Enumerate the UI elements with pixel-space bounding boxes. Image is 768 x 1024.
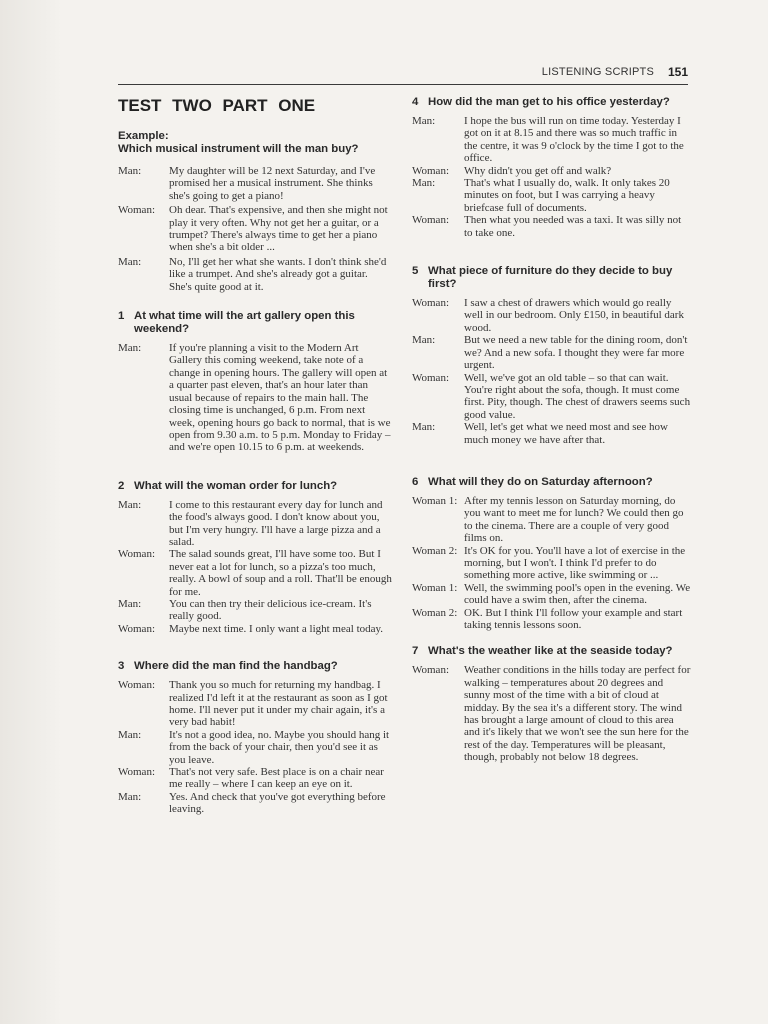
dialogue-line <box>118 766 392 791</box>
question-heading <box>412 645 692 658</box>
page-margin <box>0 0 62 1024</box>
dialogue-line <box>118 342 392 454</box>
dialogue-text: Thank you so much for returning my handbag. I realized I'd left it at the restaurant as soon as I got home. I'll never put it under my chair again, it's a very bad habit! <box>169 679 388 729</box>
dialogue-text: It's not a good idea, no. Maybe you should hang it from the back of your chair, then you'd see it as you leave. <box>169 728 390 766</box>
speaker-label: Woman: <box>118 548 155 561</box>
dialogue-line <box>118 165 392 202</box>
question-text: What's the weather like at the seaside today? <box>428 645 673 658</box>
dialogue-text: My daughter will be 12 next Saturday, and I've promised her a musical instrument. She thinks she's going to get a piano! <box>169 165 376 202</box>
dialogue-line <box>412 545 692 582</box>
dialogue-text: Yes. And check that you've got everything before leaving. <box>169 790 386 816</box>
dialogue-text: OK. But I think I'll follow your example and start taking tennis lessons soon. <box>464 606 683 631</box>
speaker-label: Woman: <box>412 164 449 177</box>
dialogue-line <box>118 791 392 816</box>
dialogue-line <box>412 664 692 763</box>
speaker-label: Woman: <box>412 371 449 384</box>
question-block-5 <box>412 265 692 446</box>
question-heading <box>118 480 392 493</box>
speaker-label: Woman: <box>412 664 449 677</box>
dialogue-line <box>412 214 692 239</box>
speaker-label: Woman: <box>118 766 155 779</box>
dialogue-line <box>412 495 692 545</box>
dialogue-line <box>118 204 392 254</box>
dialogue-line <box>118 679 392 729</box>
speaker-label: Man: <box>412 421 436 434</box>
left-column <box>118 94 392 816</box>
dialogue-text: Well, let's get what we need most and see how much money we have after that. <box>464 421 668 446</box>
question-text: What piece of furniture do they decide to buy first? <box>428 265 673 291</box>
dialogue-line <box>412 165 692 177</box>
speaker-label: Man: <box>118 728 142 741</box>
dialogue-line <box>412 297 692 334</box>
question-heading <box>412 476 692 489</box>
speaker-label: Man: <box>118 255 142 268</box>
speaker-label: Woman 2: <box>412 544 458 557</box>
question-number: 7 <box>412 645 419 658</box>
dialogue-line <box>412 582 692 607</box>
question-number: 3 <box>118 660 125 673</box>
dialogue-line <box>412 177 692 214</box>
speaker-label: Man: <box>412 115 436 127</box>
dialogue-text: But we need a new table for the dining room, don't we? And a new sofa. I thought they were far more urgent. <box>464 334 688 372</box>
example-question: Which musical instrument will the man buy? <box>118 143 359 155</box>
dialogue-text: Then what you needed was a taxi. It was silly not to take one. <box>464 214 682 239</box>
dialogue-text: I hope the bus will run on time today. Yesterday I got on it at 8.15 and there was so much traffic in the centre, it was 9 o'clock by the time I got to the office. <box>464 115 684 165</box>
question-block-3 <box>118 660 392 815</box>
dialogue-text: I saw a chest of drawers which would go really well in our bedroom. Only £150, in beautiful dark wood. <box>464 297 684 334</box>
dialogue-line <box>118 256 392 293</box>
question-number: 1 <box>118 310 125 323</box>
dialogue-text: Maybe next time. I only want a light meal today. <box>169 622 384 635</box>
question-text: How did the man get to his office yesterday? <box>428 96 670 108</box>
dialogue-line <box>118 623 392 635</box>
running-header <box>118 64 688 85</box>
dialogue-text: Well, the swimming pool's open in the evening. We could have a swim then, after the cinema. <box>464 581 691 607</box>
question-block-7 <box>412 645 692 763</box>
right-column <box>412 94 692 764</box>
speaker-label: Woman: <box>118 204 155 217</box>
question-text: What will the woman order for lunch? <box>134 479 338 492</box>
speaker-label: Man: <box>118 597 142 610</box>
question-number: 5 <box>412 265 419 278</box>
question-number: 2 <box>118 479 125 492</box>
question-block-6 <box>412 476 692 631</box>
dialogue-text: That's what I usually do, walk. It only takes 20 minutes on foot, but I was carrying a heavy briefcase full of documents. <box>464 177 670 214</box>
section-title: LISTENING SCRIPTS <box>541 66 654 78</box>
question-block-2 <box>118 480 392 635</box>
example-label: Example: <box>118 130 169 142</box>
dialogue-text: It's OK for you. You'll have a lot of exercise in the morning, but I won't. I think I'd prefer to do something more active, like swimming or ... <box>464 544 686 582</box>
speaker-label: Woman: <box>412 297 449 310</box>
page-number: 151 <box>667 65 688 79</box>
speaker-label: Woman: <box>118 679 155 692</box>
question-block-4 <box>412 96 692 239</box>
speaker-label: Man: <box>412 177 436 190</box>
dialogue-text: Well, we've got an old table – so that can wait. You're right about the sofa, though. It must come first. Pity, though. The chest of drawers seems such good value. <box>464 371 691 421</box>
question-text: What will they do on Saturday afternoon? <box>428 475 653 488</box>
speaker-label: Man: <box>118 498 142 511</box>
dialogue-text: No, I'll get her what she wants. I don't think she'd like a trumpet. And she's already got a guitar. She's quite good at it. <box>169 255 387 293</box>
dialogue-line <box>118 598 392 623</box>
dialogue-text: Oh dear. That's expensive, and then she might not play it very often. Why not get her a guitar, or a trumpet? There's always time to get her a piano when she's a bit older ... <box>169 204 388 254</box>
dialogue-text: I come to this restaurant every day for lunch and the food's always good. I don't know about you, but I'm very hungry. I'll have a large pizza and a salad. <box>169 498 383 548</box>
question-text: Where did the man find the handbag? <box>134 660 338 673</box>
example-block <box>118 130 392 293</box>
question-heading <box>118 310 392 336</box>
question-block-1 <box>118 310 392 454</box>
question-heading <box>118 660 392 673</box>
question-heading <box>412 96 692 109</box>
dialogue-text: The salad sounds great, I'll have some too. But I never eat a lot for lunch, so a pizza's too much, really. A bowl of soup and a roll. That'll be enough for me. <box>169 548 392 598</box>
dialogue-text: You can then try their delicious ice-cream. It's really good. <box>169 597 372 623</box>
dialogue-text: After my tennis lesson on Saturday morning, do you want to meet me for lunch? We could then go to the cinema. There are a couple of very good films on. <box>464 494 684 545</box>
speaker-label: Man: <box>412 334 436 347</box>
speaker-label: Woman: <box>118 622 155 635</box>
speaker-label: Man: <box>118 342 142 355</box>
dialogue-line <box>412 421 692 446</box>
dialogue-line <box>412 115 692 165</box>
dialogue-line <box>118 548 392 598</box>
dialogue-line <box>412 334 692 371</box>
test-title: TEST TWO PART ONE <box>118 96 316 115</box>
dialogue-line <box>118 729 392 766</box>
dialogue-line <box>412 607 692 632</box>
question-number: 4 <box>412 96 419 108</box>
speaker-label: Man: <box>118 790 142 803</box>
speaker-label: Woman: <box>412 214 449 227</box>
question-text: At what time will the art gallery open this weekend? <box>134 310 355 336</box>
dialogue-text: If you're planning a visit to the Modern Art Gallery this coming weekend, take note of a change in opening hours. The gallery will open at a quarter past eleven, that's an hour later than usual because of repairs to the main hall. The closing time is unchanged, 6 p.m. From next week, opening hours go back to normal, that is we open from 9.30 a.m. to 5 p.m. Monday to Friday – and we're open 10.15 to 6 p.m. at weekends. <box>169 342 391 454</box>
speaker-label: Man: <box>118 165 142 177</box>
question-number: 6 <box>412 475 419 488</box>
speaker-label: Woman 1: <box>412 581 458 594</box>
dialogue-line <box>118 499 392 549</box>
dialogue-text: That's not very safe. Best place is on a chair near me really – where I can keep an eye on it. <box>169 766 384 791</box>
dialogue-text: Why didn't you get off and walk? <box>464 164 612 177</box>
question-heading <box>412 265 692 291</box>
speaker-label: Woman 2: <box>412 606 458 619</box>
speaker-label: Woman 1: <box>412 494 458 507</box>
dialogue-text: Weather conditions in the hills today are perfect for walking – temperatures about 20 degrees and sunny most of the time with a bit of cloud at midday. By the sea it's a different story. The wind has brought a large amount of cloud to this area and it's likely that we won't see the sun here for the rest of the day. Temperatures will be pleasant, though, probably not below 18 degrees. <box>464 664 691 764</box>
dialogue-line <box>412 372 692 422</box>
